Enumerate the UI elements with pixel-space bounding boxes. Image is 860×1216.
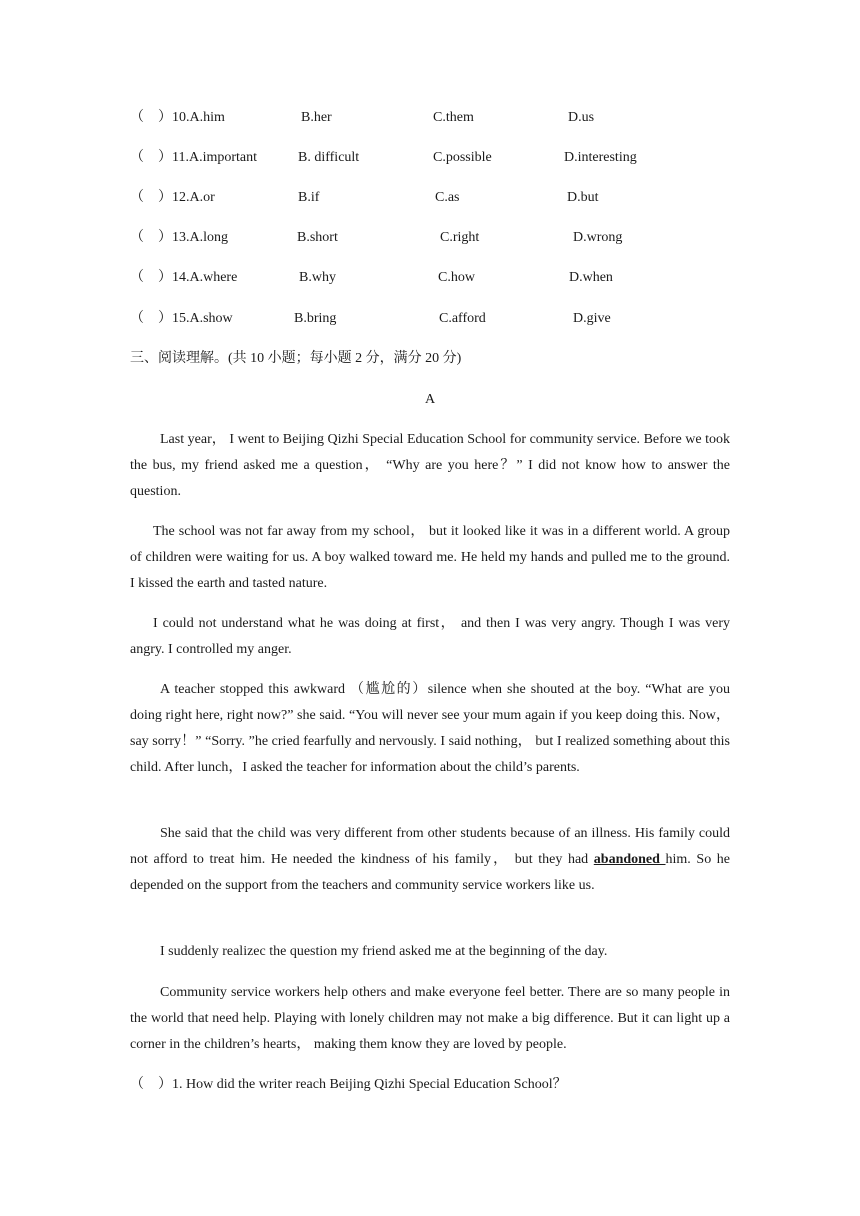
option-d-15: D.give [573, 311, 611, 326]
option-a-12: （ ）12.A.or [130, 190, 215, 205]
paragraph-5-text-before: She said that the child was very different from other students because of an illness. His family could not afford to treat him. He needed the kindness of his family， but they had [130, 826, 730, 867]
option-d-13: D.wrong [573, 230, 623, 245]
paragraph-5-text-after: him. So he depended on the support from the teachers and community service workers like us. [130, 852, 730, 893]
option-d-11: D.interesting [564, 150, 637, 165]
paragraph-6: I suddenly realizec the question my friend asked me at the beginning of the day. [160, 944, 608, 959]
paragraph-3: I could not understand what he was doing at first， and then I was very angry. Though I was very angry. I controlled my anger. [130, 616, 730, 657]
paragraph-5 [130, 821, 730, 899]
option-c-12: C.as [435, 190, 460, 205]
option-a-13: （ ）13.A.long [130, 230, 228, 245]
paragraph-2: The school was not far away from my school， but it looked like it was in a different world. A group of children were waiting for us. A boy walked toward me. He held my hands and pulled me to the ground. I kissed the earth and tasted nature. [130, 524, 730, 591]
underlined-word: abandoned [593, 852, 666, 867]
paragraph-1: Last year， I went to Beijing Qizhi Special Education School for community service. Before we took the bus, my friend asked me a question， “Why are you here？” I did not know how to answer the question. [130, 432, 730, 499]
option-a-11: （ ）11.A.important [130, 150, 258, 165]
option-a-15: （ ）15.A.show [130, 311, 233, 326]
option-d-12: D.but [567, 190, 599, 205]
option-c-13: C.right [440, 230, 480, 245]
option-b-13: B.short [297, 230, 338, 245]
section-heading: 三、阅读理解。(共 10 小题；每小题 2 分，满分 20 分) [130, 351, 462, 366]
option-c-11: C.possible [433, 150, 492, 165]
option-d-14: D.when [569, 270, 613, 285]
option-d-10: D.us [568, 110, 595, 125]
option-a-10: （ ）10.A.him [130, 110, 225, 125]
question-1: （ ）1. How did the writer reach Beijing Qizhi Special Education School？ [130, 1077, 567, 1092]
paragraph-7: Community service workers help others and make everyone feel better. There are so many people in the world that need help. Playing with lonely children may not make a big difference. But it can light up a corner in the children’s hearts， making them know they are loved by people. [130, 985, 730, 1052]
passage-label: A [424, 392, 436, 407]
option-b-10: B.her [301, 110, 332, 125]
option-c-10: C.them [433, 110, 474, 125]
option-b-14: B.why [299, 270, 336, 285]
option-b-11: B. difficult [298, 150, 360, 165]
option-b-12: B.if [298, 190, 320, 205]
option-b-15: B.bring [294, 311, 337, 326]
paragraph-4: A teacher stopped this awkward （尴尬的）silence when she shouted at the boy. “What are you doing right here, right now?” she said. “You will never see your mum again if you keep doing this. Now， say sorry！” “Sorry. ”he cried fearfully and nervously. I said nothing， but I realized something about this child. After lunch，I asked the teacher for information about the child’s parents. [130, 682, 730, 775]
option-c-14: C.how [438, 270, 475, 285]
option-a-14: （ ）14.A.where [130, 270, 238, 285]
option-c-15: C.afford [439, 311, 486, 326]
